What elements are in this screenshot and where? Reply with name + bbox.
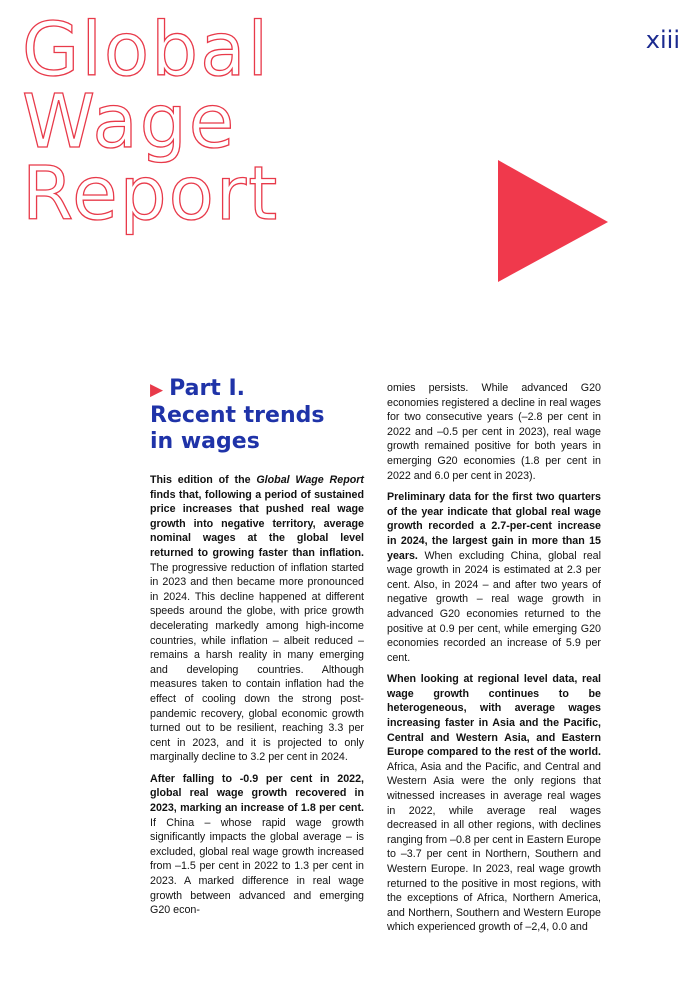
report-name: Global Wage Report (256, 474, 364, 486)
report-title-line: Global (22, 7, 271, 93)
bold-lead: When looking at regional level data, real wage growth continues to be heterogeneous, with average wages increasing faster in Asia and the Pacific, Central and Western Asia, and Eastern Europe compared to the rest of the world. (387, 673, 601, 759)
body-text: When excluding China, global real wage growth in 2024 is estimated at 2.3 per cent. Also, in 2024 – and after two years of negative growth – real wage growth in advanced G20 economies returned to the positive at 0.9 per cent, while emerging G20 economies recorded an increase of 5.9 per cent. (387, 549, 601, 664)
paragraph (387, 672, 601, 935)
paragraph (150, 772, 364, 918)
play-triangle-icon (498, 160, 610, 284)
bold-lead: Preliminary data for the first two quarters of the year indicate that global real wage growth recorded a 2.7-per-cent increase in 2024, the largest gain in more than 15 years. (387, 491, 601, 562)
report-title-line: Report (22, 151, 280, 237)
page-number: xiii (645, 26, 680, 54)
heading-line: in wages (150, 429, 260, 454)
report-title-line: Wage (22, 79, 237, 165)
bold-lead: This edition of the (150, 474, 257, 486)
paragraph (387, 490, 601, 665)
right-column (387, 381, 601, 942)
body-text: The progressive reduction of inflation started in 2023 and then became more pronounced in 2024. This decline happened at different speeds around the globe, with price growth decelerating markedly among high-income countries, while inflation – albeit reduced – remains a harsh reality in many emerging and developing countries. Although measures taken to contain inflation had the effect of cooling down the strong post-pandemic recovery, global economic growth turned out to be resilient, reaching 3.3 per cent in 2023, and it is projected to only marginally decline to 3.2 per cent in 2024. (150, 561, 364, 764)
body-text: omies persists. While advanced G20 economies registered a decline in real wages for two consecutive years (–2.8 per cent in 2022 and –0.5 per cent in 2023), real wage growth remained positive for both years in emerging G20 economies (1.8 per cent in 2022 and 6.0 per cent in 2023). (387, 382, 601, 482)
bold-lead: After falling to -0.9 per cent in 2022, global real wage growth recovered in 2023, marking an increase of 1.8 per cent. (150, 772, 364, 815)
report-title (22, 7, 280, 237)
body-text: If China – whose rapid wage growth significantly impacts the global average – is excluded, global real wage growth increased from –1.5 per cent in 2022 to 1.3 per cent in 2023. A marked difference in real wage growth between advanced and emerging G20 econ- (150, 816, 364, 917)
heading-line: Part I. (169, 376, 246, 401)
left-column (150, 473, 364, 925)
body-text: Africa, Asia and the Pacific, and Central and Western Asia were the only regions that witnessed increases in average real wages in 2022, while average real wages decreased in all other regions, with declines ranging from –0.8 per cent in Eastern Europe to –3.7 per cent in Northern, Southern and Western Europe. In 2023, real wage growth returned to the positive in most regions, with the exceptions of Africa, Northern America, and Northern, Southern and Western Europe which experienced growth of –2,4, 0.0 and (387, 760, 601, 934)
arrow-right-icon: ▶ (150, 380, 164, 400)
bold-lead: finds that, following a period of sustained price increases that pushed real wage growth into negative territory, average nominal wages at the global level returned to growing faster than inflation. (150, 488, 364, 559)
paragraph (387, 381, 601, 483)
section-heading (150, 376, 370, 455)
paragraph (150, 473, 364, 765)
heading-line: Recent trends (150, 403, 325, 428)
